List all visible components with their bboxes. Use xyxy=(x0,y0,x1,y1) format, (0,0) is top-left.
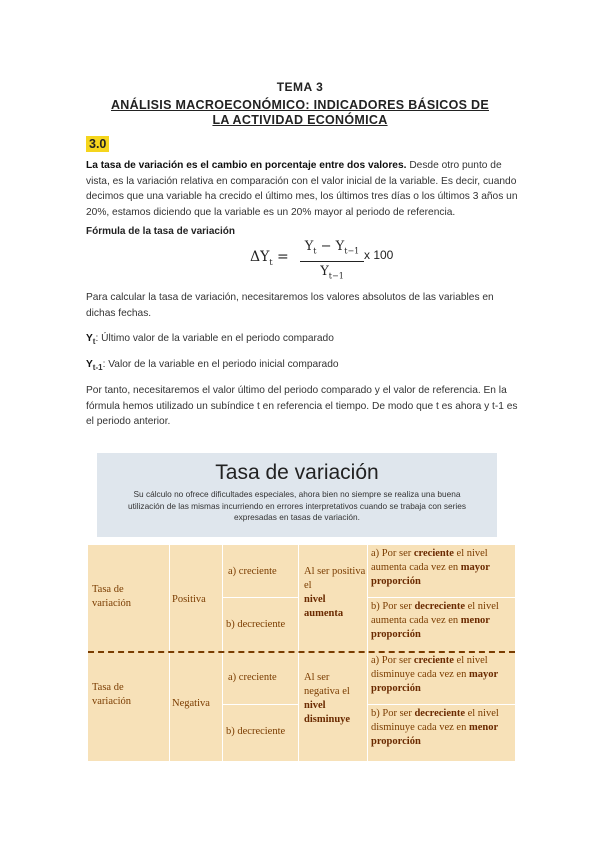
formula-multiplier: x 100 xyxy=(364,248,394,262)
table-cell-a: a) creciente xyxy=(228,566,277,577)
info-box xyxy=(97,453,497,537)
intro-text: Desde otro punto de vista, es la variación relativa en comparación con el valor inicial de la variable. Es decir, cuando decimos que una variable ha crecido el último mes, los últimos tres días o los últimos 3 años un 20%, estamos diciendo que la variable es un 20% mayor al periodo de referencia. xyxy=(86,160,518,218)
table-cell-b: b) decreciente xyxy=(226,726,286,737)
table-cell-a: a) creciente xyxy=(228,672,277,683)
row-divider xyxy=(88,651,515,653)
formula-denominator: $Y_{t-1}$ xyxy=(320,263,344,281)
section-number: 3.0 xyxy=(86,136,109,152)
table-row-sign: Positiva xyxy=(172,594,206,605)
chapter-title: ANÁLISIS MACROECONÓMICO: INDICADORES BÁSICOS DE LA ACTIVIDAD ECONÓMICA xyxy=(110,98,489,127)
intro-paragraph xyxy=(86,158,520,220)
intro-bold: La tasa de variación es el cambio en porcentaje entre dos valores. xyxy=(86,160,407,171)
formula-numerator: $Y_t - Y_{t-1}$ xyxy=(304,239,360,256)
formula-lhs: $\Delta Y_t$ = xyxy=(250,249,289,267)
closing-paragraph: Por tanto, necesitaremos el valor último del periodo comparado y el valor de referencia. En la fórmula hemos utilizado un subíndice t en referencia el tiempo. De modo que t es ahora y t-1 es el periodo anterior. xyxy=(86,385,518,428)
table-cell-mid: Al ser negativa el nivel disminuye xyxy=(304,672,351,725)
definition-yt: $Y_t$: Último valor de la variable en el periodo comparado xyxy=(86,333,334,347)
table-cell-rb: b) Por ser decreciente el nivel disminuye cada vez en menor proporción xyxy=(371,708,499,747)
table-cell-b: b) decreciente xyxy=(226,619,286,630)
table-cell-rb: b) Por ser decreciente el nivel aumenta cada vez en menor proporción xyxy=(371,601,499,640)
calc-paragraph: Para calcular la tasa de variación, necesitaremos los valores absolutos de las variables en dichas fechas. xyxy=(86,292,494,319)
definition-yt1: $Y_{t-1}$: Valor de la variable en el periodo inicial comparado xyxy=(86,359,339,373)
info-box-title: Tasa de variación xyxy=(215,461,379,484)
table-cell-ra: a) Por ser creciente el nivel aumenta cada vez en mayor proporción xyxy=(371,548,490,587)
table-cell-mid: Al ser positiva el nivel aumenta xyxy=(304,566,366,619)
tema-heading: TEMA 3 xyxy=(276,80,324,94)
formula-fraction xyxy=(298,237,366,285)
table-row-label: Tasa de variación xyxy=(92,682,132,707)
table-cell-ra: a) Por ser creciente el nivel disminuye cada vez en mayor proporción xyxy=(371,655,498,694)
table-row-label: Tasa de variación xyxy=(92,584,132,609)
variation-table xyxy=(88,545,515,761)
formula-title: Fórmula de la tasa de variación xyxy=(86,226,235,237)
table-row-sign: Negativa xyxy=(172,698,210,709)
info-box-text: Su cálculo no ofrece dificultades especiales, ahora bien no siempre se realiza una buena utilización de las mismas incurriendo en errores interpretativos cuando se trabaja con series expresadas en tasas de variación. xyxy=(127,489,467,523)
